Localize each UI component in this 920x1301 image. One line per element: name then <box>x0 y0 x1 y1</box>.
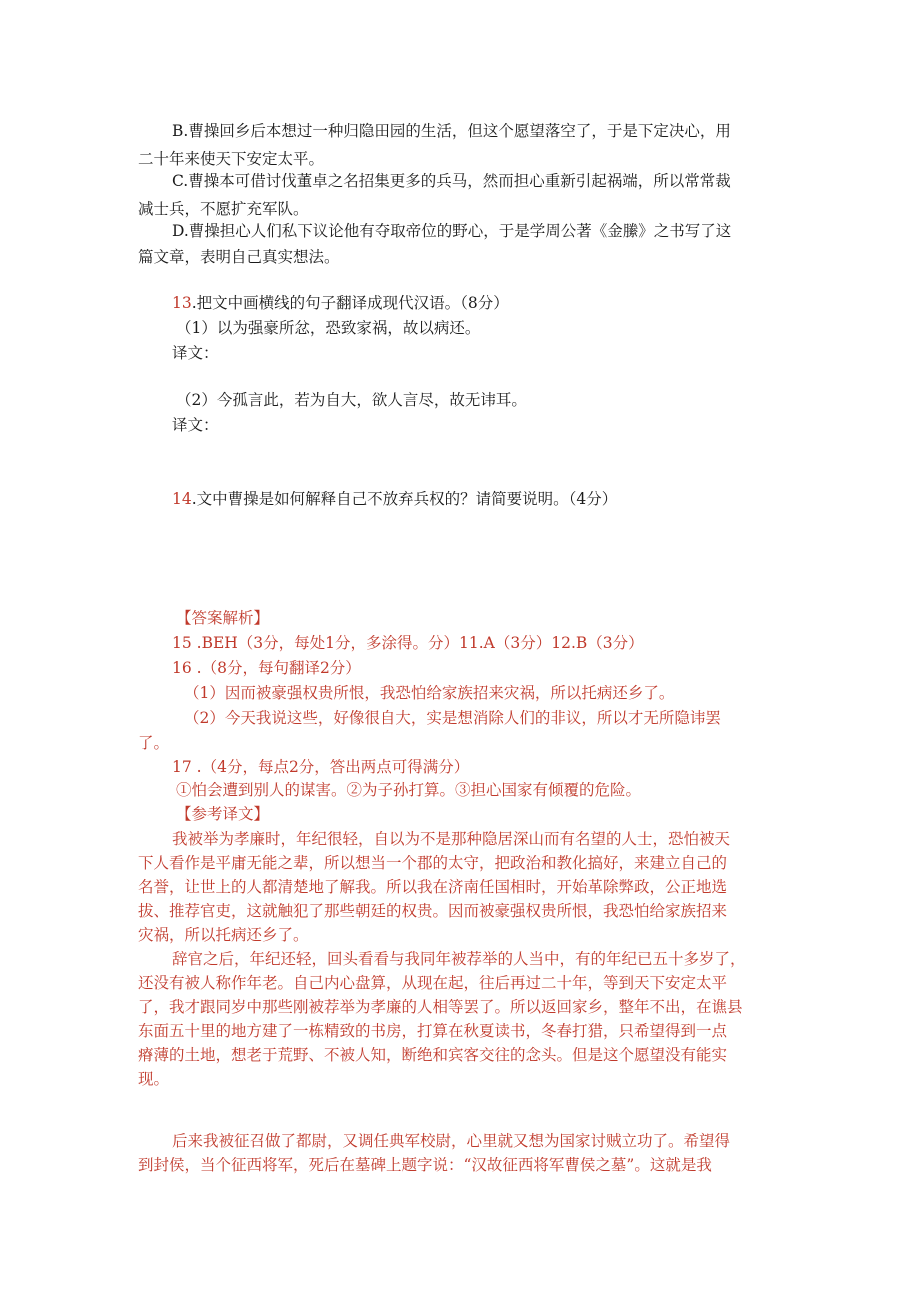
question-13-text: .把文中画横线的句子翻译成现代汉语。（8分） <box>191 294 509 312</box>
answer-16: 16 .（8分，每句翻译2分） <box>172 659 361 677</box>
option-d-line2: 篇文章，表明自己真实想法。 <box>138 248 340 266</box>
translation-p2-line: 辞官之后，年纪还轻，回头看看与我同年被荐举的人当中，有的年纪已五十多岁了， <box>172 950 746 968</box>
answer-16-2-line2: 了。 <box>138 734 170 752</box>
q13-translation-label-1: 译文： <box>172 344 219 362</box>
answer-17-points: ①怕会遭到别人的谋害。②为子孙打算。③担心国家有倾覆的危险。 <box>176 781 642 799</box>
translation-p2-line: 现。 <box>138 1070 170 1088</box>
translation-header: 【参考译文】 <box>176 805 270 823</box>
option-b-line1: B.曹操回乡后本想过一种归隐田园的生活，但这个愿望落空了，于是下定决心，用 <box>172 122 731 140</box>
q13-sentence-2: （2）今孤言此，若为自大，欲人言尽，故无讳耳。 <box>176 391 527 409</box>
question-14 <box>172 485 786 513</box>
question-14-text: .文中曹操是如何解释自己不放弃兵权的？请简要说明。（4分） <box>191 490 618 508</box>
answers-header: 【答案解析】 <box>176 609 270 627</box>
translation-p1-line: 名誉，让世上的人都清楚地了解我。所以我在济南任国相时，开始革除弊政，公正地选 <box>138 878 728 896</box>
translation-p1-line: 下人看作是平庸无能之辈，所以想当一个郡的太守，把政治和教化搞好，来建立自己的 <box>138 854 728 872</box>
translation-p3-line: 后来我被征召做了都尉，又调任典军校尉，心里就又想为国家讨贼立功了。希望得 <box>172 1132 731 1150</box>
translation-p2-line: 还没有被人称作年老。自己内心盘算，从现在起，往后再过二十年，等到天下安定太平 <box>138 974 728 992</box>
question-13 <box>172 289 786 317</box>
question-13-number: 13 <box>172 294 192 312</box>
option-b-line2: 二十年来使天下安定太平。 <box>138 150 325 168</box>
answer-15: 15 .BEH（3分，每处1分，多涂得。分）11.A（3分）12.B（3分） <box>172 634 644 652</box>
question-14-number: 14 <box>172 490 192 508</box>
q13-translation-label-2: 译文： <box>172 416 219 434</box>
translation-p2-line: 了，我才跟同岁中那些刚被荐举为孝廉的人相等罢了。所以返回家乡，整年不出，在谯县 <box>138 998 743 1016</box>
translation-p1-line: 我被举为孝廉时，年纪很轻，自以为不是那种隐居深山而有名望的人士，恐怕被天 <box>172 830 731 848</box>
option-c-line1: C.曹操本可借讨伐董卓之名招集更多的兵马，然而担心重新引起祸端，所以常常裁 <box>172 172 731 190</box>
q13-sentence-1: （1）以为强豪所忿，恐致家祸，故以病还。 <box>176 319 481 337</box>
option-c-line2: 减士兵，不愿扩充军队。 <box>138 200 309 218</box>
answer-16-2-line1: （2）今天我说这些，好像很自大，实是想消除人们的非议，所以才无所隐讳罢 <box>184 709 721 727</box>
answer-16-1: （1）因而被豪强权贵所恨，我恐怕给家族招来灾祸，所以托病还乡了。 <box>184 684 675 702</box>
option-d-line1: D.曹操担心人们私下议论他有夺取帝位的野心，于是学周公著《金縢》之书写了这 <box>172 222 732 240</box>
translation-p1-line: 拔、推荐官吏，这就触犯了那些朝廷的权贵。因而被豪强权贵所恨，我恐怕给家族招来 <box>138 902 728 920</box>
translation-p2-line: 瘠薄的土地，想老于荒野、不被人知，断绝和宾客交往的念头。但是这个愿望没有能实 <box>138 1046 728 1064</box>
translation-p3-line: 到封侯，当个征西将军，死后在墓碑上题字说：“汉故征西将军曹侯之墓”。这就是我 <box>138 1156 712 1174</box>
translation-p1-line: 灾祸，所以托病还乡了。 <box>138 926 309 944</box>
translation-p2-line: 东面五十里的地方建了一栋精致的书房，打算在秋夏读书，冬春打猎，只希望得到一点 <box>138 1022 728 1040</box>
answer-17: 17 .（4分，每点2分，答出两点可得满分） <box>172 758 470 776</box>
